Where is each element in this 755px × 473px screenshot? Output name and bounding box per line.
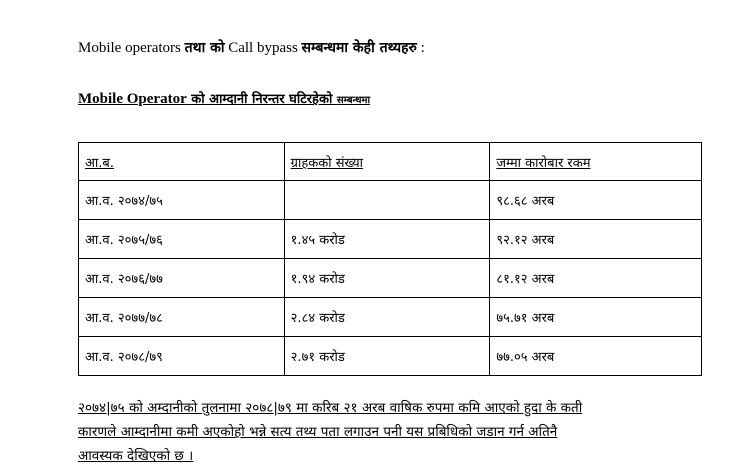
table-row [79,259,702,298]
cell-total-transaction: ७७.०५ अरब [490,337,702,376]
cell-fiscal-year: आ.व. २०७४/७५ [79,181,285,220]
table-row [79,298,702,337]
cell-fiscal-year: आ.व. २०७६/७७ [79,259,285,298]
cell-total-transaction: ९८.६८ अरब [490,181,702,220]
section-text-2: को आम्दानी निरन्तर घटिरहेको [186,92,337,107]
page-heading [78,38,425,57]
cell-total-transaction: ९२.१२ अरब [490,220,702,259]
header-total-transaction: जम्मा कारोबार रकम [490,143,702,181]
section-text-1: Mobile Operator [78,91,187,107]
revenue-table [78,142,702,376]
cell-customer-count: १.४५ करोड [284,220,490,259]
cell-customer-count [284,181,490,220]
heading-text-2: तथा को [184,40,225,56]
section-text-3: सम्बन्धमा [336,95,371,106]
cell-fiscal-year: आ.व. २०७८/७९ [79,337,285,376]
header-fiscal-year: आ.ब. [79,143,285,181]
cell-total-transaction: ७५.७१ अरब [490,298,702,337]
cell-customer-count: २.८४ करोड [284,298,490,337]
conclusion-line: आवस्यक देखिएको छ । [78,448,194,464]
heading-text-4: सम्बन्धमा केही तथ्यहरु [301,40,417,56]
section-heading [78,89,370,108]
conclusion-line: २०७४|७५ को अम्दानीको तुलनामा २०७८|७९ मा करिब २१ अरब वाषिक रुपमा कमि आएको हुदा के कती [78,400,583,416]
cell-fiscal-year: आ.व. २०७५/७६ [79,220,285,259]
table-header-row [79,143,702,181]
heading-text-5: : [416,40,425,56]
table-row [79,181,702,220]
heading-text-3: Call bypass [224,40,302,56]
cell-total-transaction: ८१.१२ अरब [490,259,702,298]
conclusion-paragraph [78,396,708,468]
table-row [79,220,702,259]
table-row [79,337,702,376]
cell-customer-count: १.९४ करोड [284,259,490,298]
header-customer-count: ग्राहकको संख्या [284,143,490,181]
conclusion-line: कारणले आम्दानीमा कमी अएकोहो भन्ने सत्य तथ्य पता लगाउन पनी यस प्रबिधिको जडान गर्न अतिनै [78,424,558,440]
cell-fiscal-year: आ.व. २०७७/७८ [79,298,285,337]
heading-text-1: Mobile operators [78,40,185,56]
cell-customer-count: २.७१ करोड [284,337,490,376]
